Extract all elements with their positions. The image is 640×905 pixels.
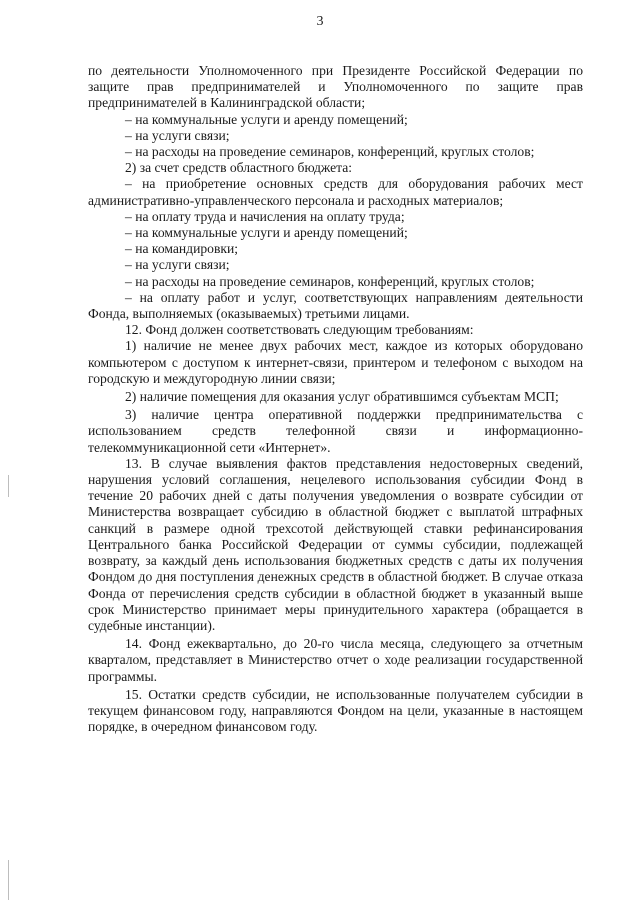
list-item: – на оплату труда и начисления на оплату труда; [125,208,405,224]
document-body [88,63,583,735]
scan-edge-mark [8,475,9,497]
page-number: 3 [316,14,324,29]
list-item: – на коммунальные услуги и аренду помещений; [125,111,408,127]
scan-edge-mark [8,860,9,900]
requirement-item: 1) наличие не менее двух рабочих мест, каждое из которых оборудовано компьютером с доступом к интернет-связи, принтером и телефоном с выходом на городскую и междугородную линии связи; [88,338,583,386]
clause-13: 13. В случае выявления фактов представления недостоверных сведений, нарушения условий соглашения, нецелевого использования субсидии Фонд в течение 20 рабочих дней с даты получения уведомления о возврате субсидии от Министерства возвращает субсидию в областной бюджет с выплатой штрафных санкций в размере одной трехсотой действующей ставки рефинансирования Центрального банка Российской Федерации от суммы субсидии, подлежащей возврату, за каждый день использования бюджетных средств с даты их получения Фондом до дня поступления денежных средств в областной бюджет. В случае отказа Фонда от перечисления средств субсидии в областной бюджет в указанный выше срок Министерство принимает меры принудительного характера (обращается в судебные инстанции). [88,455,583,633]
clause-15: 15. Остатки средств субсидии, не использованные получателем субсидии в текущем финансовом году, направляются Фондом на цели, указанные в настоящем порядке, в очередном финансовом году. [88,686,583,735]
paragraph-continuation: по деятельности Уполномоченного при Президенте Российской Федерации по защите прав предпринимателей и Уполномоченного по защите прав предпринимателей в Калининградской области; [88,63,583,111]
list-item: – на оплату работ и услуг, соответствующих направлениям деятельности Фонда, выполняемых (оказываемых) третьими лицами. [88,289,583,322]
clause-12: 12. Фонд должен соответствовать следующим требованиям: [125,322,474,338]
subsection-heading: 2) за счет средств областного бюджета: [125,160,353,176]
list-item: – на расходы на проведение семинаров, конференций, круглых столов; [125,273,535,289]
list-item: – на коммунальные услуги и аренду помещений; [125,225,408,241]
requirement-item: 2) наличие помещения для оказания услуг обратившимся субъектам МСП; [125,389,559,405]
list-item: – на услуги связи; [125,127,230,143]
list-item: – на приобретение основных средств для оборудования рабочих мест административно-управленческого персонала и расходных материалов; [88,176,583,208]
requirement-item: 3) наличие центра оперативной поддержки предпринимательства с использованием средств телефонной связи и информационно-телекоммуникационной сети «Интернет». [88,407,583,455]
list-item: – на командировки; [125,241,239,257]
clause-14: 14. Фонд ежеквартально, до 20-го числа месяца, следующего за отчетным кварталом, представляет в Министерство отчет о ходе реализации государственной программы. [88,636,583,684]
list-item: – на расходы на проведение семинаров, конференций, круглых столов; [125,144,535,160]
list-item: – на услуги связи; [125,257,230,273]
